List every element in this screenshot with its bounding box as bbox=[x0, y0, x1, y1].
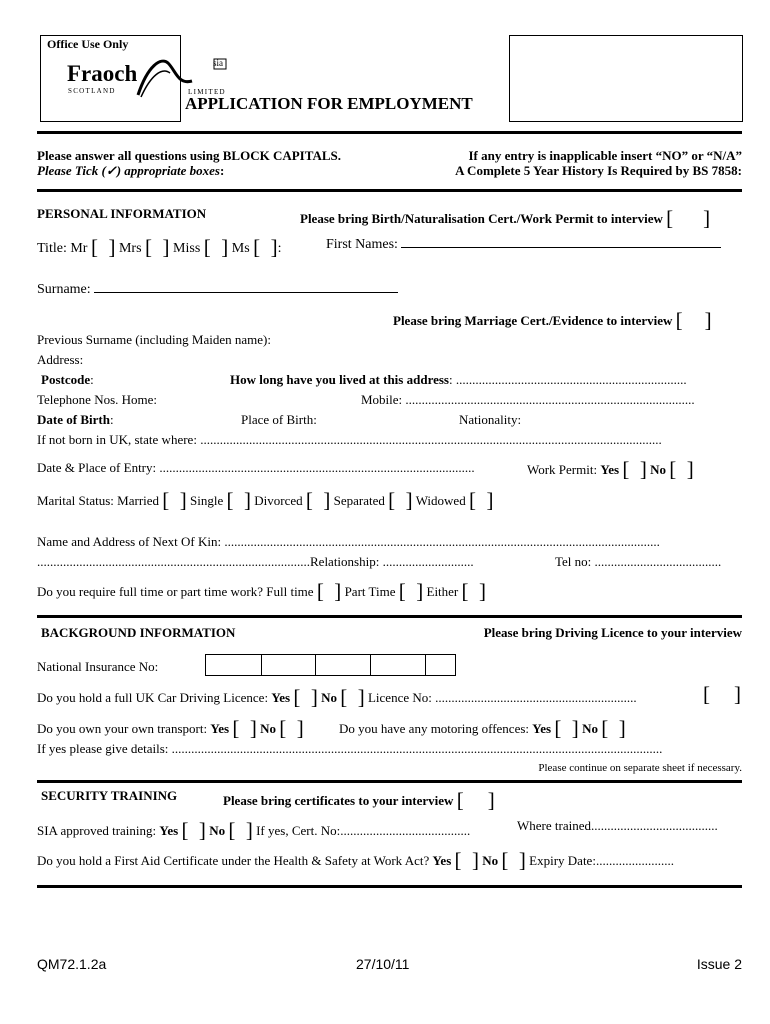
work-either-checkbox[interactable]: [ ] bbox=[461, 579, 487, 603]
instruction-block-capitals: Please answer all questions using BLOCK CAPITALS. bbox=[37, 148, 341, 163]
place-of-birth-label[interactable]: Place of Birth: bbox=[241, 412, 317, 427]
offences-yes-checkbox[interactable]: [ ] bbox=[554, 716, 579, 740]
marital-married-checkbox[interactable]: [ ] bbox=[162, 488, 187, 512]
form-title: APPLICATION FOR EMPLOYMENT bbox=[185, 94, 473, 113]
date-place-entry-field[interactable]: Date & Place of Entry: ................................................................................................. bbox=[37, 460, 475, 475]
footer-issue: Issue 2 bbox=[696, 956, 742, 972]
address-label[interactable]: Address: bbox=[37, 352, 84, 367]
marriage-cert-checkbox[interactable]: [ ] bbox=[675, 308, 712, 332]
work-permit-yes-checkbox[interactable]: [ ] bbox=[622, 457, 647, 481]
licence-yes-checkbox[interactable]: [ ] bbox=[293, 685, 318, 709]
logo-mark: sia bbox=[213, 58, 223, 68]
work-full-time-checkbox[interactable]: [ ] bbox=[316, 579, 342, 603]
work-permit-no-checkbox[interactable]: [ ] bbox=[669, 457, 694, 481]
licence-no-checkbox[interactable]: [ ] bbox=[340, 685, 365, 709]
logo-country: SCOTLAND bbox=[68, 87, 116, 95]
marital-widowed-checkbox[interactable]: [ ] bbox=[468, 488, 494, 512]
next-of-kin-field[interactable]: Name and Address of Next Of Kin: ...................................................................................................................................... bbox=[37, 534, 660, 549]
first-aid-no-checkbox[interactable]: [ ] bbox=[501, 848, 526, 872]
ni-cell[interactable] bbox=[261, 654, 316, 676]
logo-suffix: LIMITED bbox=[188, 88, 226, 96]
ni-cell[interactable] bbox=[205, 654, 262, 676]
marital-single-checkbox[interactable]: [ ] bbox=[226, 488, 252, 512]
transport-no-checkbox[interactable]: [ ] bbox=[279, 716, 304, 740]
previous-surname-label[interactable]: Previous Surname (including Maiden name): bbox=[37, 332, 271, 347]
first-aid-yes-checkbox[interactable]: [ ] bbox=[454, 848, 480, 872]
divider bbox=[37, 885, 742, 888]
continue-note: Please continue on separate sheet if necessary. bbox=[538, 762, 742, 774]
section-heading-security: SECURITY TRAINING bbox=[41, 788, 178, 803]
certificates-note: Please bring certificates to your interview [ ] bbox=[223, 788, 495, 812]
divider bbox=[37, 131, 742, 134]
how-long-field[interactable]: How long have you lived at this address: ....................................................................... bbox=[230, 372, 687, 387]
licence-number-checkbox[interactable]: [ ] bbox=[703, 682, 741, 706]
marital-separated-checkbox[interactable]: [ ] bbox=[388, 488, 413, 512]
divider bbox=[37, 780, 742, 783]
title-mrs-checkbox[interactable]: [ ] bbox=[145, 235, 170, 259]
ni-cell[interactable] bbox=[316, 654, 371, 676]
sia-yes-checkbox[interactable]: [ ] bbox=[181, 818, 206, 842]
ni-cell[interactable] bbox=[426, 654, 456, 676]
mobile-field[interactable]: Mobile: ......................................................................................... bbox=[361, 392, 695, 407]
offences-no-checkbox[interactable]: [ ] bbox=[601, 716, 626, 740]
divider bbox=[37, 615, 742, 618]
work-permit-row: Work Permit: Yes [ ] No [ ] bbox=[527, 457, 694, 481]
instruction-history: A Complete 5 Year History Is Required by BS 7858: bbox=[455, 163, 742, 178]
marriage-note: Please bring Marriage Cert./Evidence to interview [ ] bbox=[393, 308, 712, 332]
marital-divorced-checkbox[interactable]: [ ] bbox=[305, 488, 331, 512]
offences-row: Do you have any motoring offences: Yes [ ] No [ ] bbox=[339, 716, 626, 740]
surname-field[interactable]: Surname: bbox=[37, 280, 398, 298]
marital-status-row: Marital Status: Married [ ] Single [ ] Divorced [ ] Separated [ ] Widowed [ ] bbox=[37, 488, 494, 512]
offence-details-field[interactable]: If yes please give details: ....................................................................................................................................................... bbox=[37, 741, 663, 756]
office-use-label: Office Use Only bbox=[47, 37, 129, 51]
ni-cell[interactable] bbox=[371, 654, 426, 676]
postcode-field[interactable]: Postcode: bbox=[41, 372, 94, 387]
transport-yes-checkbox[interactable]: [ ] bbox=[232, 716, 257, 740]
birth-cert-note: Please bring Birth/Naturalisation Cert./Work Permit to interview [ ] bbox=[300, 206, 711, 230]
instruction-tick: Please Tick (✓) appropriate boxes: bbox=[37, 163, 225, 178]
licence-note: Please bring Driving Licence to your interview bbox=[483, 625, 742, 640]
section-heading-background: BACKGROUND INFORMATION bbox=[41, 625, 236, 640]
not-born-uk-field[interactable]: If not born in UK, state where: .............................................................................................................................................. bbox=[37, 432, 662, 447]
dob-field[interactable]: Date of Birth: bbox=[37, 412, 114, 427]
tel-no-field[interactable]: Tel no: ....................................... bbox=[555, 554, 722, 569]
first-aid-row: Do you hold a First Aid Certificate under the Health & Safety at Work Act? Yes [ ] No [ ] Expiry Date:........................ bbox=[37, 848, 674, 872]
section-heading-personal: PERSONAL INFORMATION bbox=[37, 206, 207, 221]
title-ms-checkbox[interactable]: [ ] bbox=[253, 235, 278, 259]
certificates-checkbox[interactable]: [ ] bbox=[456, 788, 495, 812]
work-part-time-checkbox[interactable]: [ ] bbox=[398, 579, 424, 603]
telephone-home-label[interactable]: Telephone Nos. Home: bbox=[37, 392, 158, 407]
relationship-row[interactable]: ....................................................................................Relationship: ............................ bbox=[37, 554, 474, 569]
birth-cert-checkbox[interactable]: [ ] bbox=[666, 206, 711, 230]
first-names-field[interactable]: First Names: bbox=[326, 235, 721, 253]
footer-code: QM72.1.2a bbox=[37, 956, 107, 972]
nationality-label[interactable]: Nationality: bbox=[459, 412, 522, 427]
title-mr-checkbox[interactable]: [ ] bbox=[90, 235, 116, 259]
instruction-inapplicable: If any entry is inapplicable insert “NO” or “N/A” bbox=[468, 148, 742, 163]
where-trained-field[interactable]: Where trained....................................... bbox=[517, 818, 718, 833]
sia-no-checkbox[interactable]: [ ] bbox=[228, 818, 253, 842]
title-miss-checkbox[interactable]: [ ] bbox=[203, 235, 229, 259]
driving-licence-row: Do you hold a full UK Car Driving Licence: Yes [ ] No [ ] Licence No: .............................................................. bbox=[37, 685, 637, 709]
work-type-row: Do you require full time or part time work? Full time [ ] Part Time [ ] Either [ ] bbox=[37, 579, 487, 603]
ni-label: National Insurance No: bbox=[37, 659, 159, 674]
photo-box bbox=[509, 35, 743, 122]
divider bbox=[37, 189, 742, 192]
transport-row: Do you own your own transport: Yes [ ] No [ ] bbox=[37, 716, 304, 740]
title-row: Title: Mr [ ] Mrs [ ] Miss [ ] Ms [ ]: bbox=[37, 235, 282, 259]
sia-training-row: SIA approved training: Yes [ ] No [ ] If yes, Cert. No:........................................ bbox=[37, 818, 471, 842]
footer-date: 27/10/11 bbox=[356, 956, 410, 972]
logo-name: Fraoch bbox=[67, 61, 138, 86]
